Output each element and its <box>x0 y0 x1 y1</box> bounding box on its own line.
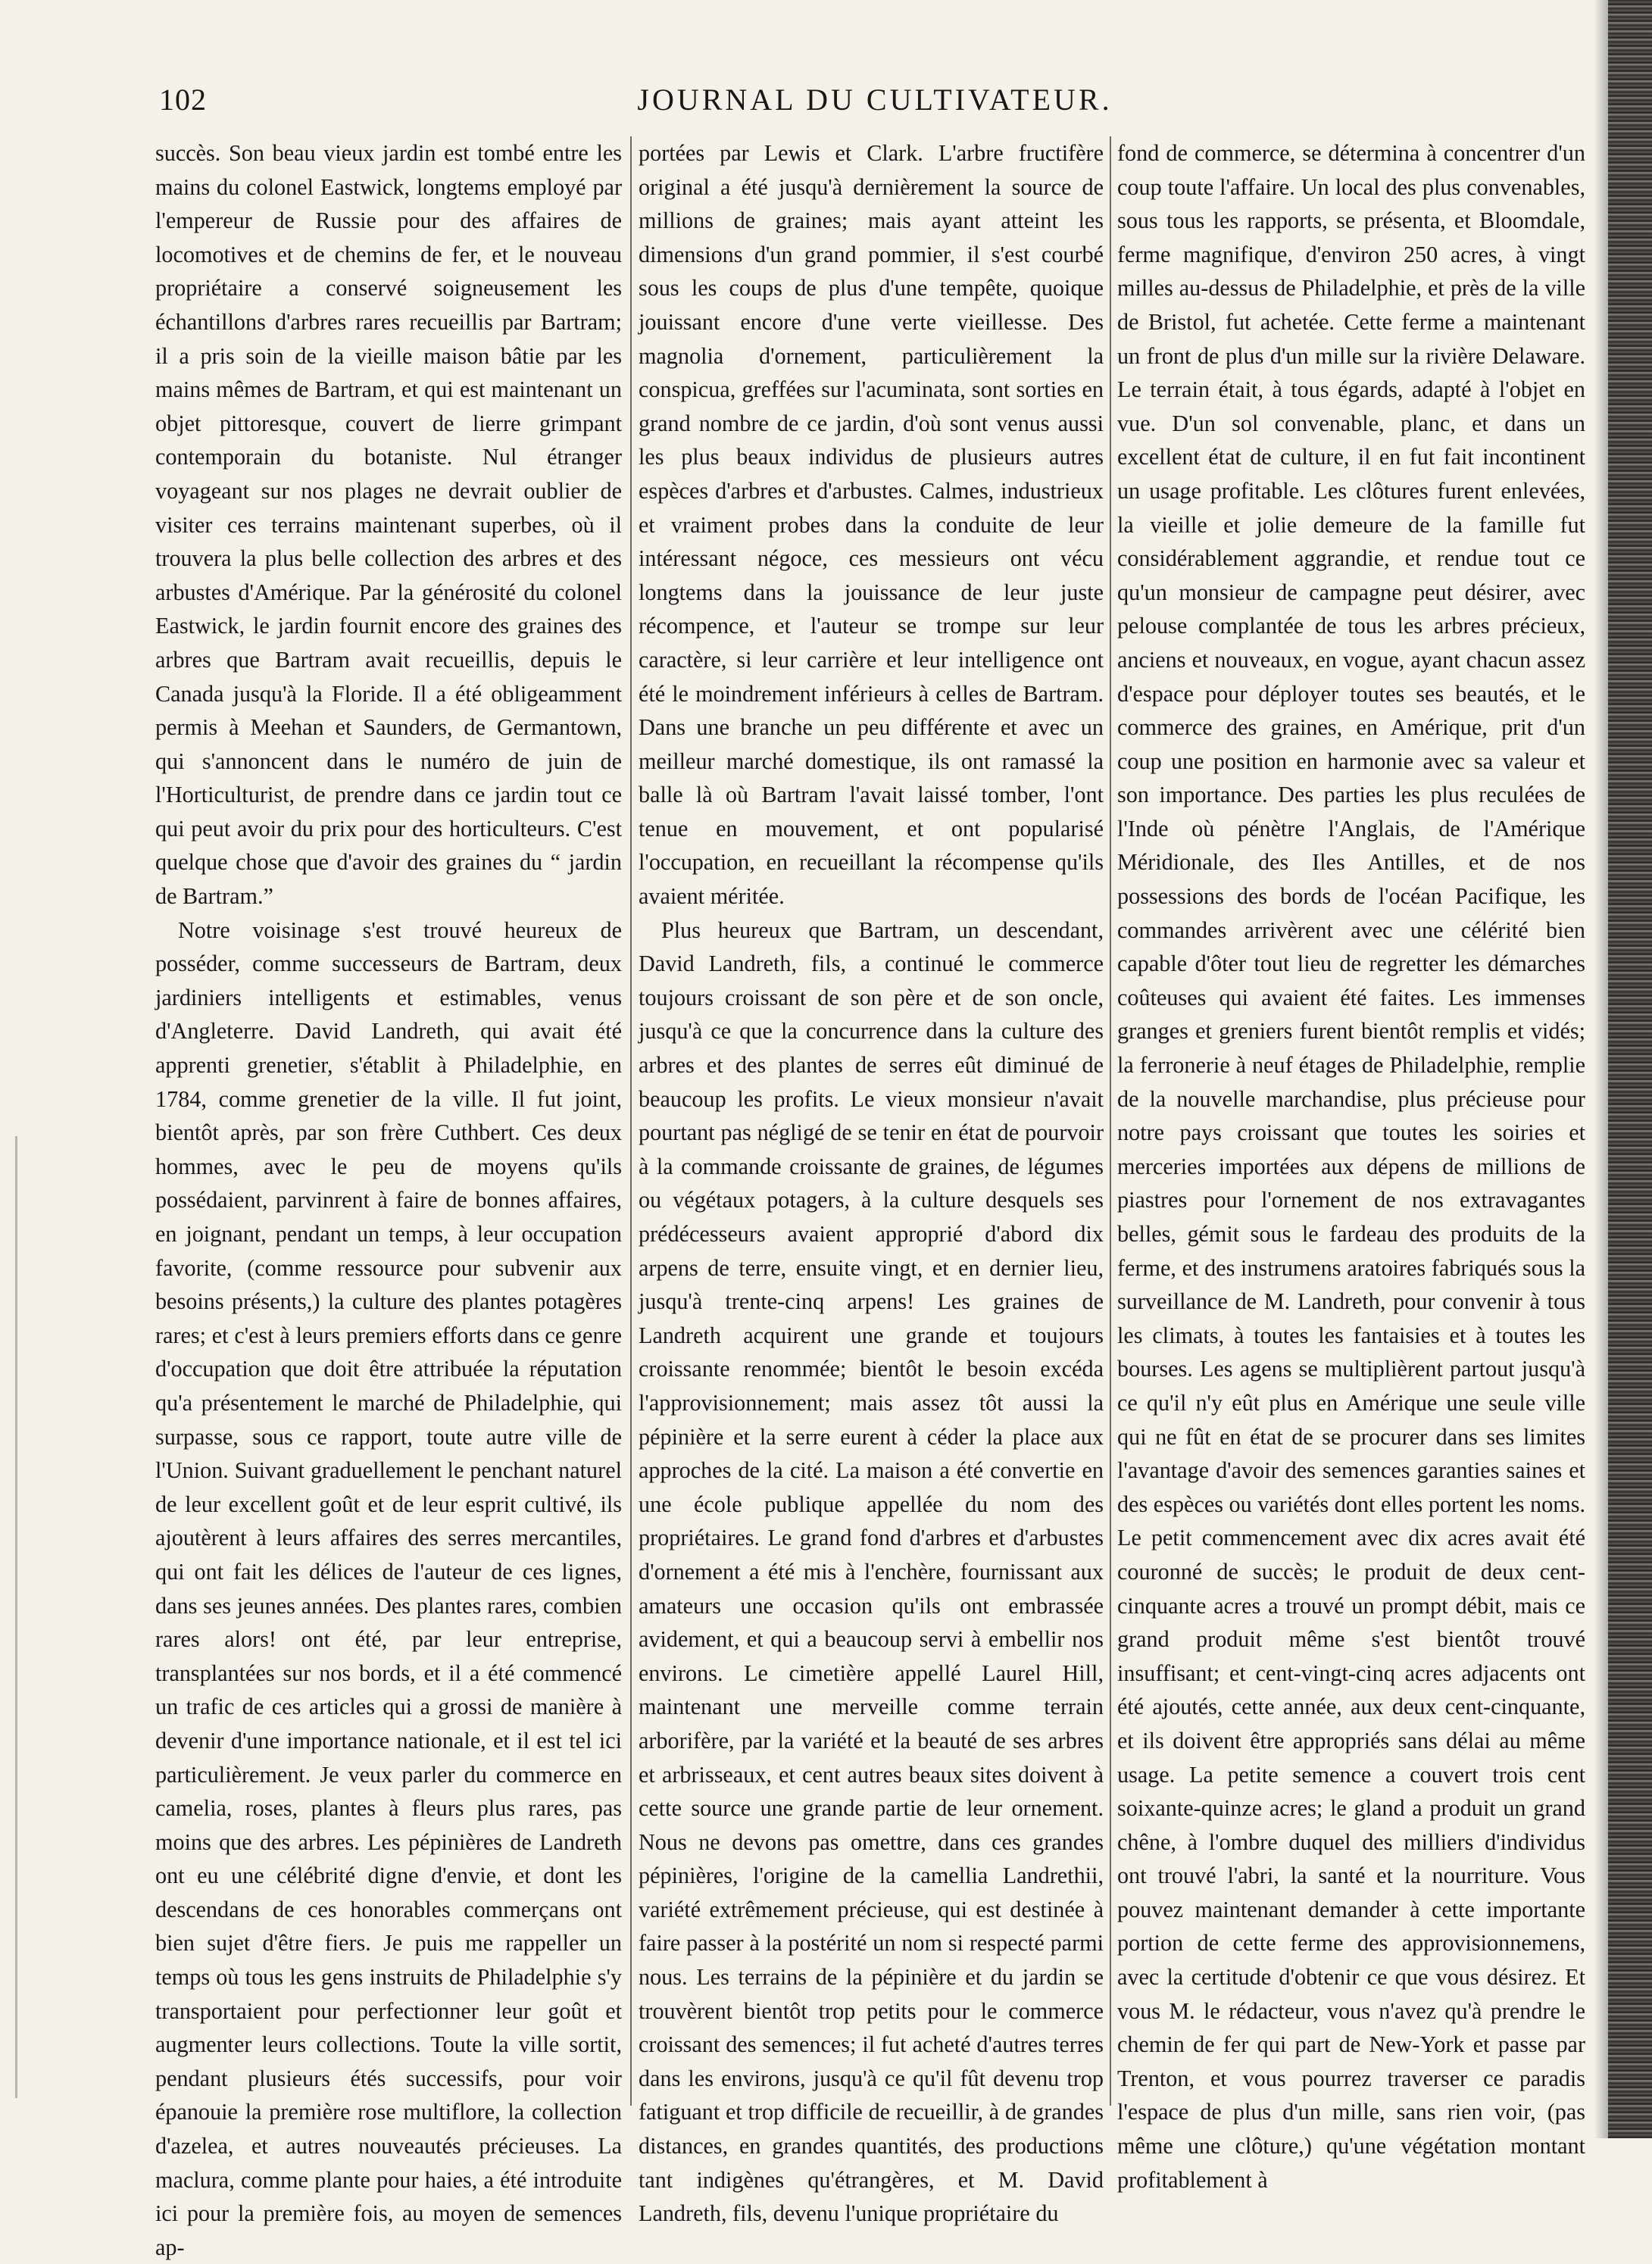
column-rule <box>630 136 632 2106</box>
paragraph: portées par Lewis et Clark. L'arbre fructifère original a été jusqu'à dernièrement la source de millions de graines; mais ayant atteint les dimensions d'un grand pommier, il s'est courbé sous les coups de plus d'une tempête, quoique jouissant encore d'une verte vieillesse. Des magnolia d'ornement, particulièrement la conspicua, greffées sur l'acuminata, sont sorties en grand nombre de ce jardin, d'où sont venus aussi les plus beaux individus de plusieurs autres espèces d'arbres et d'arbustes. Calmes, industrieux et vraiment probes dans la conduite de leur intéressant négoce, ces messieurs ont vécu longtems dans la jouissance de leur juste récompence, et l'auteur se trompe sur leur caractère, si leur carrière et leur intelligence ont été le moindrement inférieurs à celles de Bartram. Dans une branche un peu différente et avec un meilleur marché domestique, ils ont ramassé la balle là où Bartram l'avait laissé tomber, l'ont tenue en mouvement, et ont popularisé l'occupation, en recueillant la récompense qu'ils avaient méritée. <box>639 140 1104 910</box>
column-right <box>1117 136 1585 2193</box>
scan-binding-edge <box>1608 0 1652 2138</box>
paragraph: Notre voisinage s'est trouvé heureux de posséder, comme successeurs de Bartram, deux jardiniers intelligents et estimables, venus d'Angleterre. David Landreth, qui avait été apprenti grenetier, s'établit à Philadelphie, en 1784, comme grenetier de la ville. Il fut joint, bientôt après, par son frère Cuthbert. Ces deux hommes, avec le peu de moyens qu'ils possédaient, parvinrent à faire de bonnes affaires, en joignant, pendant un temps, à leur occupation favorite, (comme ressource pour subvenir aux besoins présents,) la culture des plantes potagères rares; et c'est à leurs premiers efforts dans ce genre d'occupation que doit être attribuée la réputation qu'a présentement le marché de Philadelphie, qui surpasse, sous ce rapport, toute autre ville de l'Union. Suivant graduellement le penchant naturel de leur excellent goût et de leur esprit cultivé, ils ajoutèrent à leurs affaires des serres mercantiles, qui ont fait les délices de l'auteur de ces lignes, dans ses jeunes années. Des plantes rares, combien rares alors! ont été, par leur entreprise, transplantées sur nos bords, et il a été commencé un trafic de ces articles qui a grossi de manière à devenir d'une importance nationale, et il est tel ici particulièrement. Je veux parler du commerce en camelia, roses, plantes à fleurs plus rares, pas moins que des arbres. Les pépinières de Landreth ont eu une célébrité digne d'envie, et dont les descendans de ces honorables commerçans ont bien sujet d'être fiers. Je puis me rappeller un temps où tous les gens instruits de Philadelphie s'y transportaient pour perfectionner leur goût et augmenter leurs collections. Toute la ville sortit, pendant plusieurs étés successifs, pour voir épanouie la première rose multiflore, la collection d'azelea, et autres nouveautés précieuses. La maclura, comme plante pour haies, a été introduite ici pour la première fois, au moyen de semences ap- <box>155 917 622 2260</box>
page-number: 102 <box>159 83 207 117</box>
paragraph: succès. Son beau vieux jardin est tombé entre les mains du colonel Eastwick, longtems employé par l'empereur de Russie pour des affaires de locomotives et de chemins de fer, et le nouveau propriétaire a conservé soigneusement les échantillons d'arbres rares recueillis par Bartram; il a pris soin de la vieille maison bâtie par les mains mêmes de Bartram, et qui est maintenant un objet pittoresque, couvert de lierre grimpant contemporain du botaniste. Nul étranger voyageant sur nos plages ne devrait oublier de visiter ces terrains maintenant superbes, où il trouvera la plus belle collection des arbres et des arbustes d'Amérique. Par la générosité du colonel Eastwick, le jardin fournit encore des graines des arbres que Bartram avait recueillis, depuis le Canada jusqu'à la Floride. Il a été obligeamment permis à Meehan et Saunders, de Germantown, qui s'annoncent dans le numéro de juin de l'Horticulturist, de prendre dans ce jardin tout ce qui peut avoir du prix pour des horticulteurs. C'est quelque chose que d'avoir des graines du “ jardin de Bartram.” <box>155 140 622 910</box>
page-header <box>159 82 1591 127</box>
column-rule <box>1110 136 1111 2106</box>
paragraph: fond de commerce, se détermina à concentrer d'un coup toute l'affaire. Un local des plus convenables, sous tous les rapports, se présenta, et Bloomdale, ferme magnifique, d'environ 250 acres, à vingt milles au-dessus de Philadelphie, et près de la ville de Bristol, fut achetée. Cette ferme a maintenant un front de plus d'un mille sur la rivière Delaware. Le terrain était, à tous égards, adapté à l'objet en vue. D'un sol convenable, planc, et dans un excellent état de culture, il en fut fait incontinent un usage profitable. Les clôtures furent enlevées, la vieille et jolie demeure de la famille fut considérablement aggrandie, et rendue tout ce qu'un monsieur de campagne peut désirer, avec pelouse complantée de tous les arbres précieux, anciens et nouveaux, en vogue, ayant chacun assez d'espace pour déployer toutes ses beautés, et le commerce des graines, en Amérique, prit d'un coup une position en harmonie avec sa valeur et son importance. Des parties les plus reculées de l'Inde où pénètre l'Anglais, de l'Amérique Méridionale, des Iles Antilles, et de nos possessions des bords de l'océan Pacifique, les commandes arrivèrent avec une célérité bien capable d'ôter tout lieu de regretter les démarches coûteuses qui avaient été faites. Les immenses granges et greniers furent bientôt remplis et vidés; la ferronerie à neuf étages de Philadelphie, remplie de la nouvelle marchandise, plus précieuse pour notre pays croissant que toutes les soiries et merceries importées aux dépens de millions de piastres pour l'ornement de nos extravagantes belles, gémit sous le fardeau des produits de la ferme, et des instrumens aratoires fabriqués sous la surveillance de M. Landreth, pour convenir à tous les climats, à toutes les fantaisies et à toutes les bourses. Les agens se multiplièrent partout jusqu'à ce qu'il n'y eût plus en Amérique une seule ville qui ne fût en état de se procurer dans ses limites l'avantage d'avoir des semences garanties saines et des espèces ou variétés dont elles portent les noms. Le petit commencement avec dix acres avait été couronné de succès; le produit de deux cent-cinquante acres a trouvé un prompt débit, mais ce grand produit même s'est bientôt trouvé insuffisant; et cent-vingt-cinq acres adjacents ont été ajoutés, cette année, aux deux cent-cinquante, et ils doivent être appropriés sans délai au même usage. La petite semence a couvert trois cent soixante-quinze acres; le gland a produit un grand chêne, à l'ombre duquel des milliers d'individus ont trouvé l'abri, la santé et la nourriture. Vous pouvez maintenant demander à cette importante portion de cette ferme des approvisionnemens, avec la certitude d'obtenir ce que vous désirez. Et vous M. le rédacteur, vous n'avez qu'à prendre le chemin de fer qui part de New-York et passe par Trenton, et vous pourrez traverser ce paradis l'espace de plus d'un mille, sans rien voir, (pas même une clôture,) qu'une végétation montant profitablement à <box>1117 140 1585 2193</box>
scan-margin-mark <box>15 1136 17 2098</box>
text-columns <box>155 136 1594 2260</box>
paragraph: Plus heureux que Bartram, un descendant, David Landreth, fils, a continué le commerce toujours croissant de son père et de son oncle, jusqu'à ce que la concurrence dans la culture des arbres et des plantes de serres eût diminué de beaucoup les profits. Le vieux monsieur n'avait pourtant pas négligé de se tenir en état de pourvoir à la commande croissante de graines, de légumes ou végétaux potagers, à la culture desquels ses prédécesseurs avaient approprié d'abord dix arpens de terre, ensuite vingt, et en dernier lieu, jusqu'à trente-cinq arpens! Les graines de Landreth acquirent une grande et toujours croissante renommée; bientôt le besoin excéda l'approvisionnement; mais assez tôt aussi la pépinière et la serre eurent à céder la place aux approches de la cité. La maison a été convertie en une école publique appellée du nom des propriétaires. Le grand fond d'arbres et d'arbustes d'ornement a été mis à l'enchère, fournissant aux amateurs une occasion qu'ils ont embrassée avidement, et qui a beaucoup servi à embellir nos environs. Le cimetière appellé Laurel Hill, maintenant une merveille comme terrain arborifère, par la variété et la beauté de ses arbres et arbrisseaux, et cent autres beaux sites doivent à cette source une grande partie de leur ornement. Nous ne devons pas omettre, dans ces grandes pépinières, l'origine de la camellia Landrethii, variété extrêmement précieuse, qui est destinée à faire passer à la postérité un nom si respecté parmi nous. Les terrains de la pépinière et du jardin se trouvèrent bientôt trop petits pour le commerce croissant des semences; il fut acheté d'autres terres dans les environs, jusqu'à ce qu'il fût devenu trop fatiguant et trop difficile de recueillir, à de grandes distances, en grandes quantités, des productions tant indigènes qu'étrangères, et M. David Landreth, fils, devenu l'unique propriétaire du <box>639 917 1104 2227</box>
column-left <box>155 136 622 2260</box>
column-middle <box>639 136 1104 2227</box>
journal-title: JOURNAL DU CULTIVATEUR. <box>637 83 1113 117</box>
